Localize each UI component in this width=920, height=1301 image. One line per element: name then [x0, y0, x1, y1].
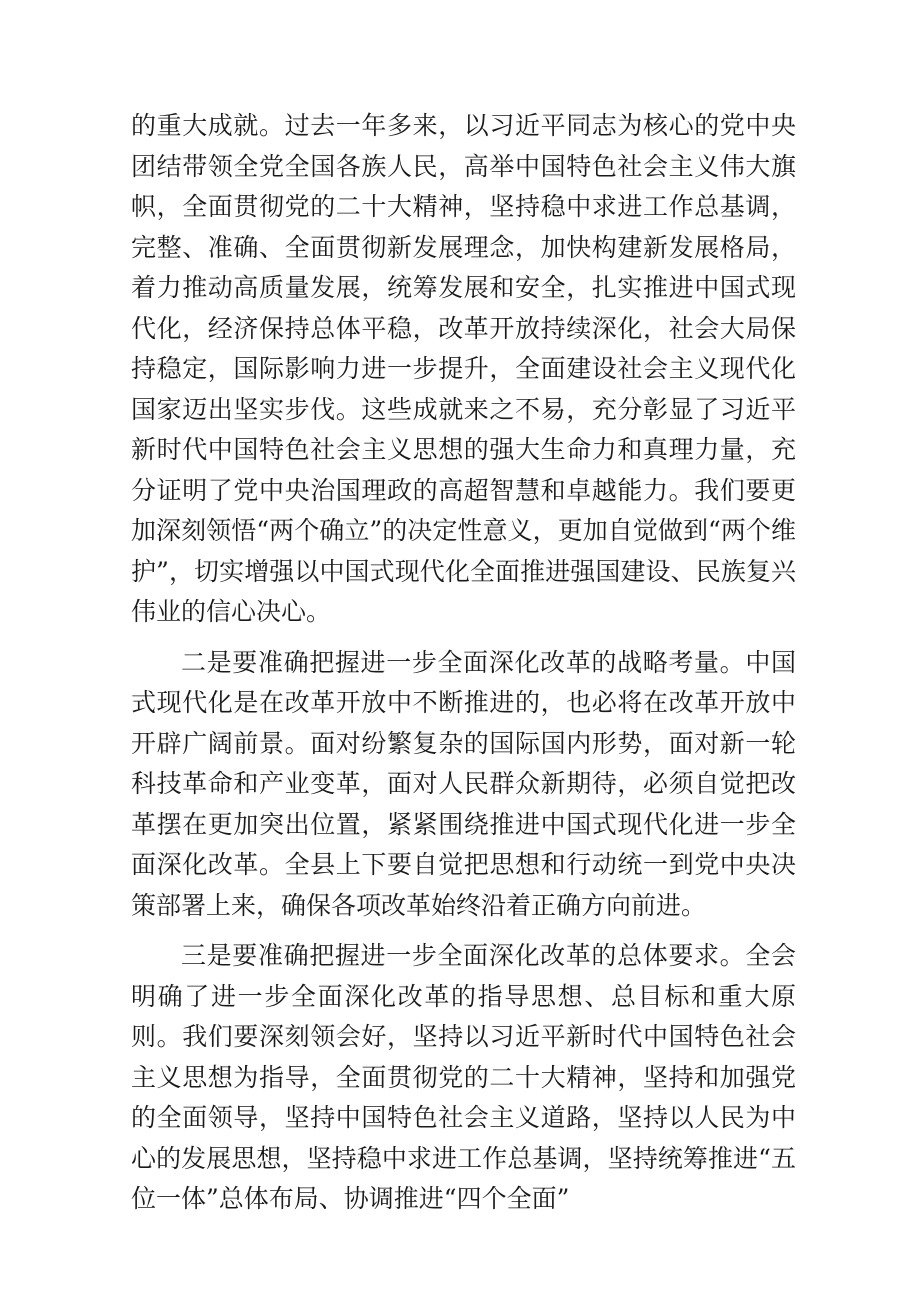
- paragraph-3: 三是要准确把握进一步全面深化改革的总体要求。全会明确了进一步全面深化改革的指导思想、总目标和重大原则。我们要深刻领会好，坚持以习近平新时代中国特色社会主义思想为指导，全面贯彻党的二十大精神，坚持和加强党的全面领导，坚持中国特色社会主义道路，坚持以人民为中心的发展思想，坚持稳中求进工作总基调，坚持统筹推进“五位一体”总体布局、协调推进“四个全面”: [131, 941, 796, 1213]
- document-body: [131, 106, 796, 1230]
- paragraph-2: 二是要准确把握进一步全面深化改革的战略考量。中国式现代化是在改革开放中不断推进的，也必将在改革开放中开辟广阔前景。面对纷繁复杂的国际国内形势，面对新一轮科技革命和产业变革，面对人民群众新期待，必须自觉把改革摆在更加突出位置，紧紧围绕推进中国式现代化进一步全面深化改革。全县上下要自觉把思想和行动统一到党中央决策部署上来，确保各项改革始终沿着正确方向前进。: [131, 647, 796, 920]
- paragraph-1: 的重大成就。过去一年多来，以习近平同志为核心的党中央团结带领全党全国各族人民，高举中国特色社会主义伟大旗帜，全面贯彻党的二十大精神，坚持稳中求进工作总基调，完整、准确、全面贯彻新发展理念，加快构建新发展格局，着力推动高质量发展，统筹发展和安全，扎实推进中国式现代化，经济保持总体平稳，改革开放持续深化，社会大局保持稳定，国际影响力进一步提升，全面建设社会主义现代化国家迈出坚实步伐。这些成就来之不易，充分彰显了习近平新时代中国特色社会主义思想的强大生命力和真理力量，充分证明了党中央治国理政的高超智慧和卓越能力。我们要更加深刻领悟“两个确立”的决定性意义，更加自觉做到“两个维护”，切实增强以中国式现代化全面推进强国建设、民族复兴伟业的信心决心。: [131, 111, 796, 626]
